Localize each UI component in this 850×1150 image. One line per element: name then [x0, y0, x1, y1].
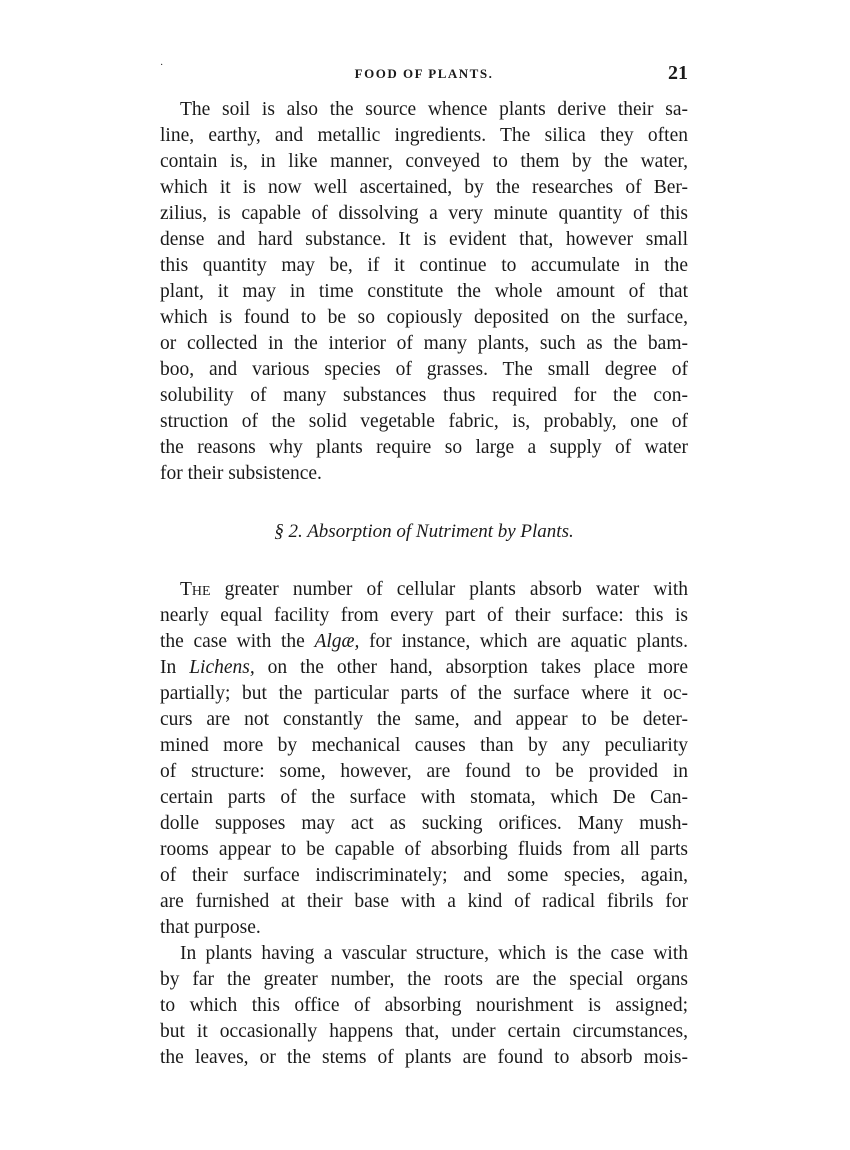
text-line: of structure: some, however, are found to be provided in	[160, 761, 688, 782]
page-number: 21	[668, 62, 688, 84]
paragraph-vascular	[160, 941, 688, 1071]
text-line: mined more by mechanical causes than by any peculiarity	[160, 735, 688, 756]
text-line: rooms appear to be capable of absorbing fluids from all parts	[160, 839, 688, 860]
text-line: zilius, is capable of dissolving a very minute quantity of this	[160, 203, 688, 224]
text-line: to which this office of absorbing nourishment is assigned;	[160, 995, 688, 1016]
text-line: for their subsistence.	[160, 463, 322, 484]
text-line: partially; but the particular parts of the surface where it oc-	[160, 683, 688, 704]
text-line: but it occasionally happens that, under certain circumstances,	[160, 1021, 688, 1042]
text-line: the case with the Algæ, for instance, which are aquatic plants.	[160, 631, 688, 652]
text-line: contain is, in like manner, conveyed to them by the water,	[160, 151, 688, 172]
page-body	[160, 97, 688, 1071]
text-line: dolle supposes may act as sucking orifices. Many mush-	[160, 813, 688, 834]
running-head: FOOD OF PLANTS.	[354, 66, 494, 81]
text-line: that purpose.	[160, 917, 261, 938]
text-line: struction of the solid vegetable fabric, is, probably, one of	[160, 411, 688, 432]
text-line: the reasons why plants require so large a supply of water	[160, 437, 688, 458]
text-line: which it is now well ascertained, by the researches of Ber-	[160, 177, 688, 198]
text-line: boo, and various species of grasses. The small degree of	[160, 359, 688, 380]
text-line: curs are not constantly the same, and appear to be deter-	[160, 709, 688, 730]
text-line: dense and hard substance. It is evident that, however small	[160, 229, 688, 250]
text-line: of their surface indiscriminately; and some species, again,	[160, 865, 688, 886]
italic-term: Lichens,	[189, 657, 255, 678]
text-line: the leaves, or the stems of plants are found to absorb mois-	[160, 1047, 688, 1068]
text-line: by far the greater number, the roots are the special organs	[160, 969, 688, 990]
text-line: The soil is also the source whence plants derive their sa-	[180, 99, 688, 120]
text-line: this quantity may be, if it continue to accumulate in the	[160, 255, 688, 276]
text-line: certain parts of the surface with stomata, which De Can-	[160, 787, 688, 808]
margin-dot: ·	[160, 60, 164, 71]
text-line: In Lichens, on the other hand, absorption takes place more	[160, 657, 688, 678]
paragraph-soil-source	[160, 97, 688, 487]
drop-word: The	[180, 579, 211, 600]
text-line: solubility of many substances thus required for the con-	[160, 385, 688, 406]
text-line: which is found to be so copiously deposited on the surface,	[160, 307, 688, 328]
text-line: line, earthy, and metallic ingredients. The silica they often	[160, 125, 688, 146]
text-line: nearly equal facility from every part of their surface: this is	[160, 605, 688, 626]
text-line: The greater number of cellular plants absorb water with	[180, 579, 688, 600]
text-line: In plants having a vascular structure, which is the case with	[180, 943, 688, 964]
page-header	[160, 64, 688, 86]
text-line: plant, it may in time constitute the whole amount of that	[160, 281, 688, 302]
paragraph-absorption	[160, 577, 688, 941]
italic-term: Algæ,	[314, 631, 360, 652]
section-heading: § 2. Absorption of Nutriment by Plants.	[274, 521, 574, 542]
text-line: are furnished at their base with a kind of radical fibrils for	[160, 891, 688, 912]
text-line: or collected in the interior of many plants, such as the bam-	[160, 333, 688, 354]
